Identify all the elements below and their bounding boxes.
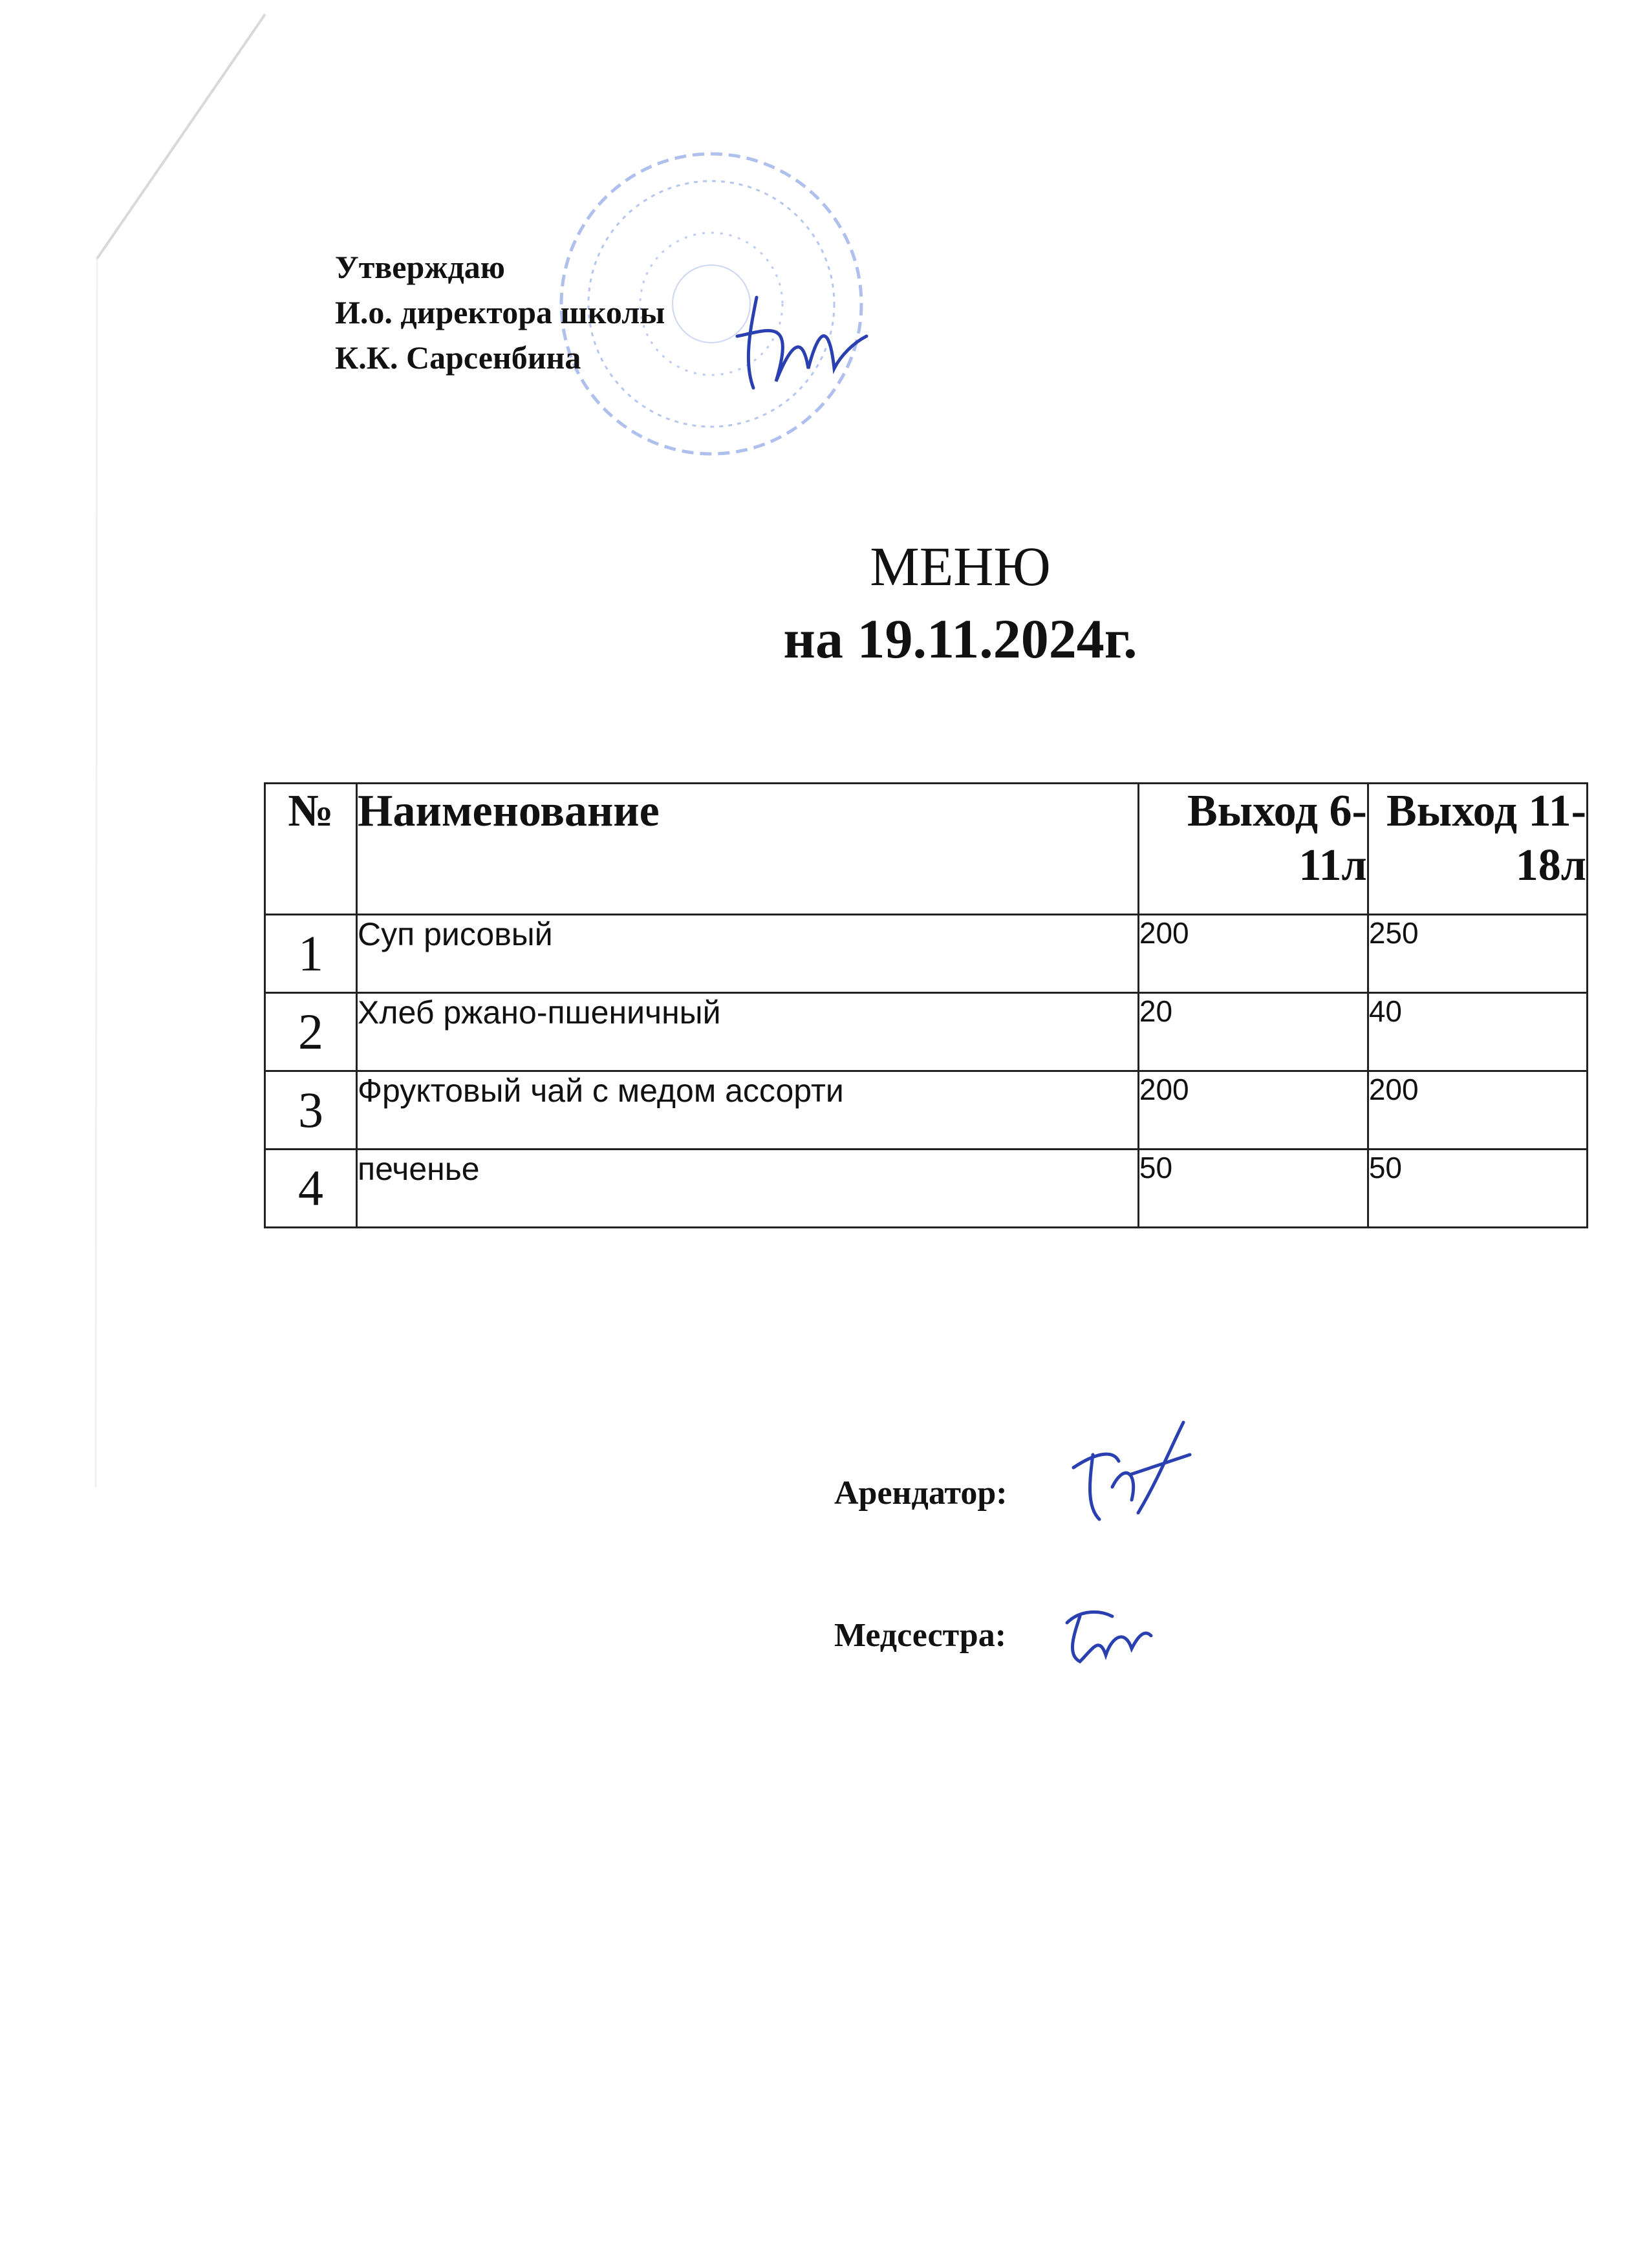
document-title: [0, 530, 1649, 675]
output-6-11: 200: [1138, 1071, 1368, 1150]
menu-heading: МЕНЮ: [870, 535, 1051, 597]
header-name: Наименование: [357, 784, 1139, 915]
nurse-label: Медсестра:: [834, 1617, 1007, 1654]
dish-name: Суп рисовый: [357, 915, 1139, 993]
output-6-11: 200: [1138, 915, 1368, 993]
output-6-11: 20: [1138, 993, 1368, 1071]
menu-date: на 19.11.2024г.: [783, 608, 1137, 670]
director-title: И.о. директора школы: [335, 294, 665, 330]
tenant-label: Арендатор:: [834, 1475, 1008, 1512]
dish-name: печенье: [357, 1150, 1139, 1228]
header-num: №: [265, 784, 357, 915]
table-row: [265, 915, 1588, 993]
director-signature: [731, 272, 879, 420]
row-number: 2: [265, 993, 357, 1071]
output-11-18: 40: [1368, 993, 1587, 1071]
table-header-row: [265, 784, 1588, 915]
table-row: [265, 1150, 1588, 1228]
row-number: 1: [265, 915, 357, 993]
header-output-6-11: Выход 6-11л: [1138, 784, 1368, 915]
row-number: 3: [265, 1071, 357, 1150]
output-11-18: 50: [1368, 1150, 1587, 1228]
dish-name: Хлеб ржано-пшеничный: [357, 993, 1139, 1071]
menu-table: [264, 782, 1588, 1228]
output-11-18: 200: [1368, 1071, 1587, 1150]
table-row: [265, 993, 1588, 1071]
approval-line: Утверждаю: [335, 249, 506, 285]
row-number: 4: [265, 1150, 357, 1228]
header-output-11-18: Выход 11-18л: [1368, 784, 1587, 915]
table-row: [265, 1071, 1588, 1150]
nurse-signature: [1054, 1597, 1158, 1674]
output-11-18: 250: [1368, 915, 1587, 993]
dish-name: Фруктовый чай с медом ассорти: [357, 1071, 1139, 1150]
director-name: К.К. Сарсенбина: [335, 339, 581, 376]
approval-block: [335, 244, 665, 380]
tenant-signature: [1054, 1409, 1203, 1552]
output-6-11: 50: [1138, 1150, 1368, 1228]
